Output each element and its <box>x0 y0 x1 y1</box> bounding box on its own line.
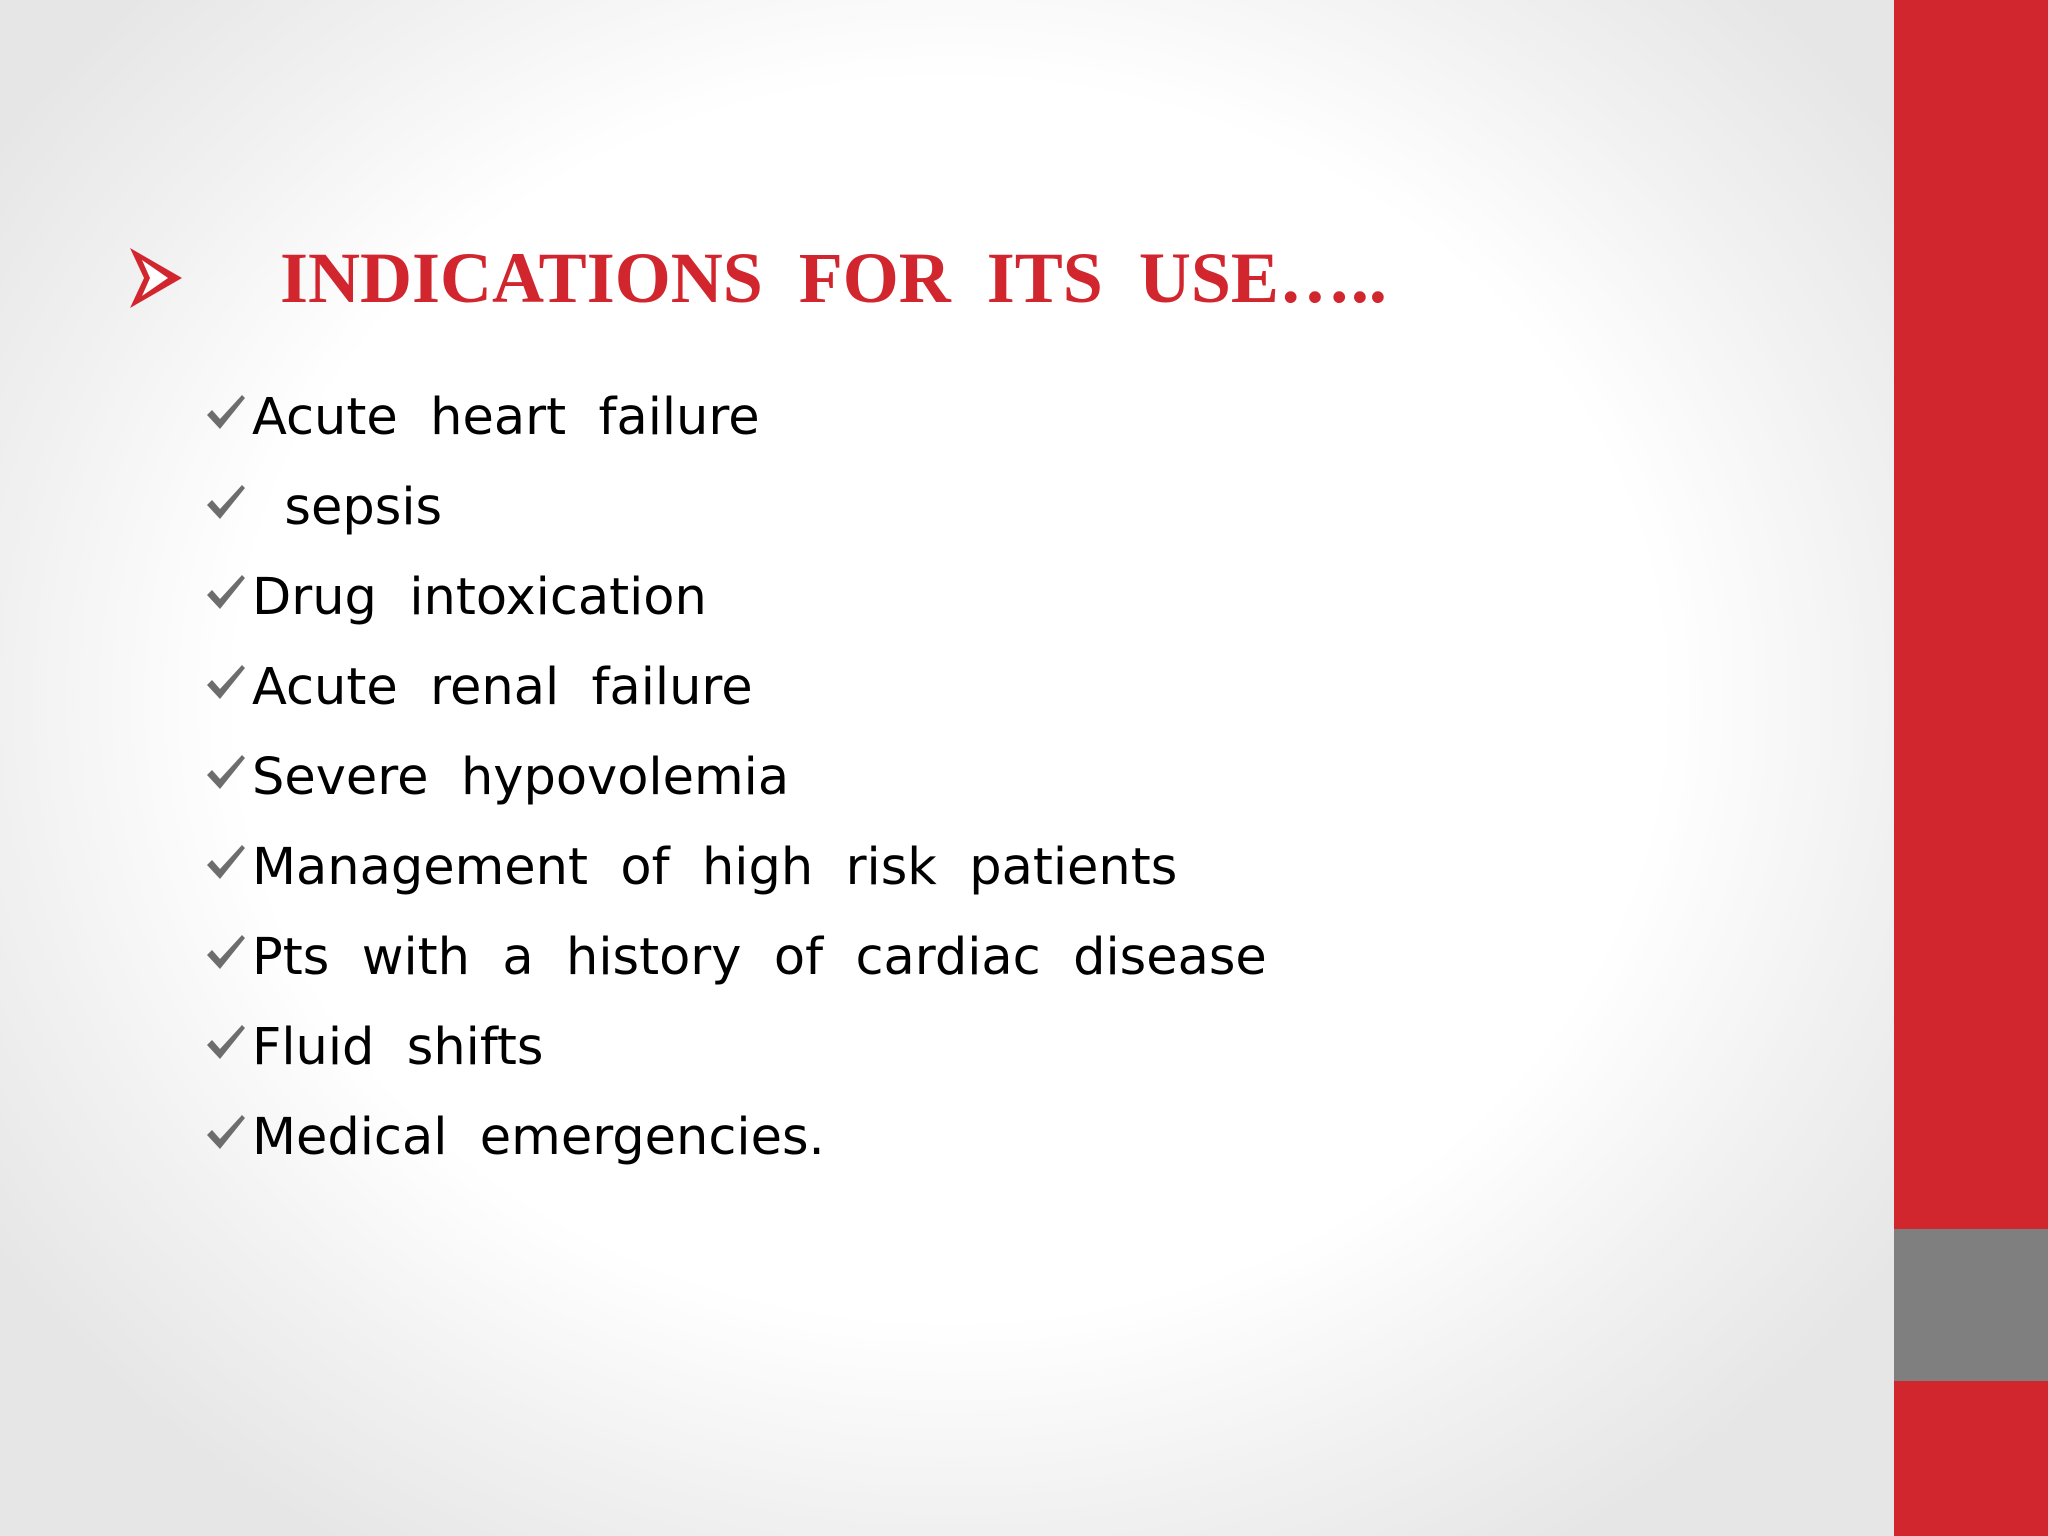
check-icon <box>204 570 248 614</box>
list-item <box>204 552 1267 642</box>
check-icon <box>204 750 248 794</box>
list-item-label: Medical emergencies. <box>252 1107 825 1167</box>
side-bar-red-top <box>1894 0 2048 1229</box>
check-icon <box>204 930 248 974</box>
check-icon <box>204 1020 248 1064</box>
list-item <box>204 1092 1267 1182</box>
list-item-label: Acute renal failure <box>252 657 753 717</box>
list-item <box>204 642 1267 732</box>
list-item <box>204 1002 1267 1092</box>
indications-list <box>204 372 1267 1182</box>
list-item <box>204 372 1267 462</box>
side-bar-gray-middle <box>1894 1229 2048 1381</box>
arrowhead-bullet-icon <box>128 246 184 310</box>
list-item <box>204 462 1267 552</box>
list-item-label: Drug intoxication <box>252 567 707 627</box>
side-bar-red-bottom <box>1894 1381 2048 1536</box>
check-icon <box>204 390 248 434</box>
list-item-label: Severe hypovolemia <box>252 747 790 807</box>
list-item-label: sepsis <box>252 477 443 537</box>
check-icon <box>204 840 248 884</box>
check-icon <box>204 1110 248 1154</box>
list-item <box>204 732 1267 822</box>
list-item <box>204 822 1267 912</box>
list-item <box>204 912 1267 1002</box>
check-icon <box>204 480 248 524</box>
list-item-label: Pts with a history of cardiac disease <box>252 927 1267 987</box>
list-item-label: Acute heart failure <box>252 387 760 447</box>
slide-title: INDICATIONS FOR ITS USE….. <box>280 238 1387 318</box>
list-item-label: Fluid shifts <box>252 1017 544 1077</box>
slide-title-row <box>128 228 1387 328</box>
list-item-label: Management of high risk patients <box>252 837 1178 897</box>
side-accent-bar <box>1894 0 2048 1536</box>
check-icon <box>204 660 248 704</box>
